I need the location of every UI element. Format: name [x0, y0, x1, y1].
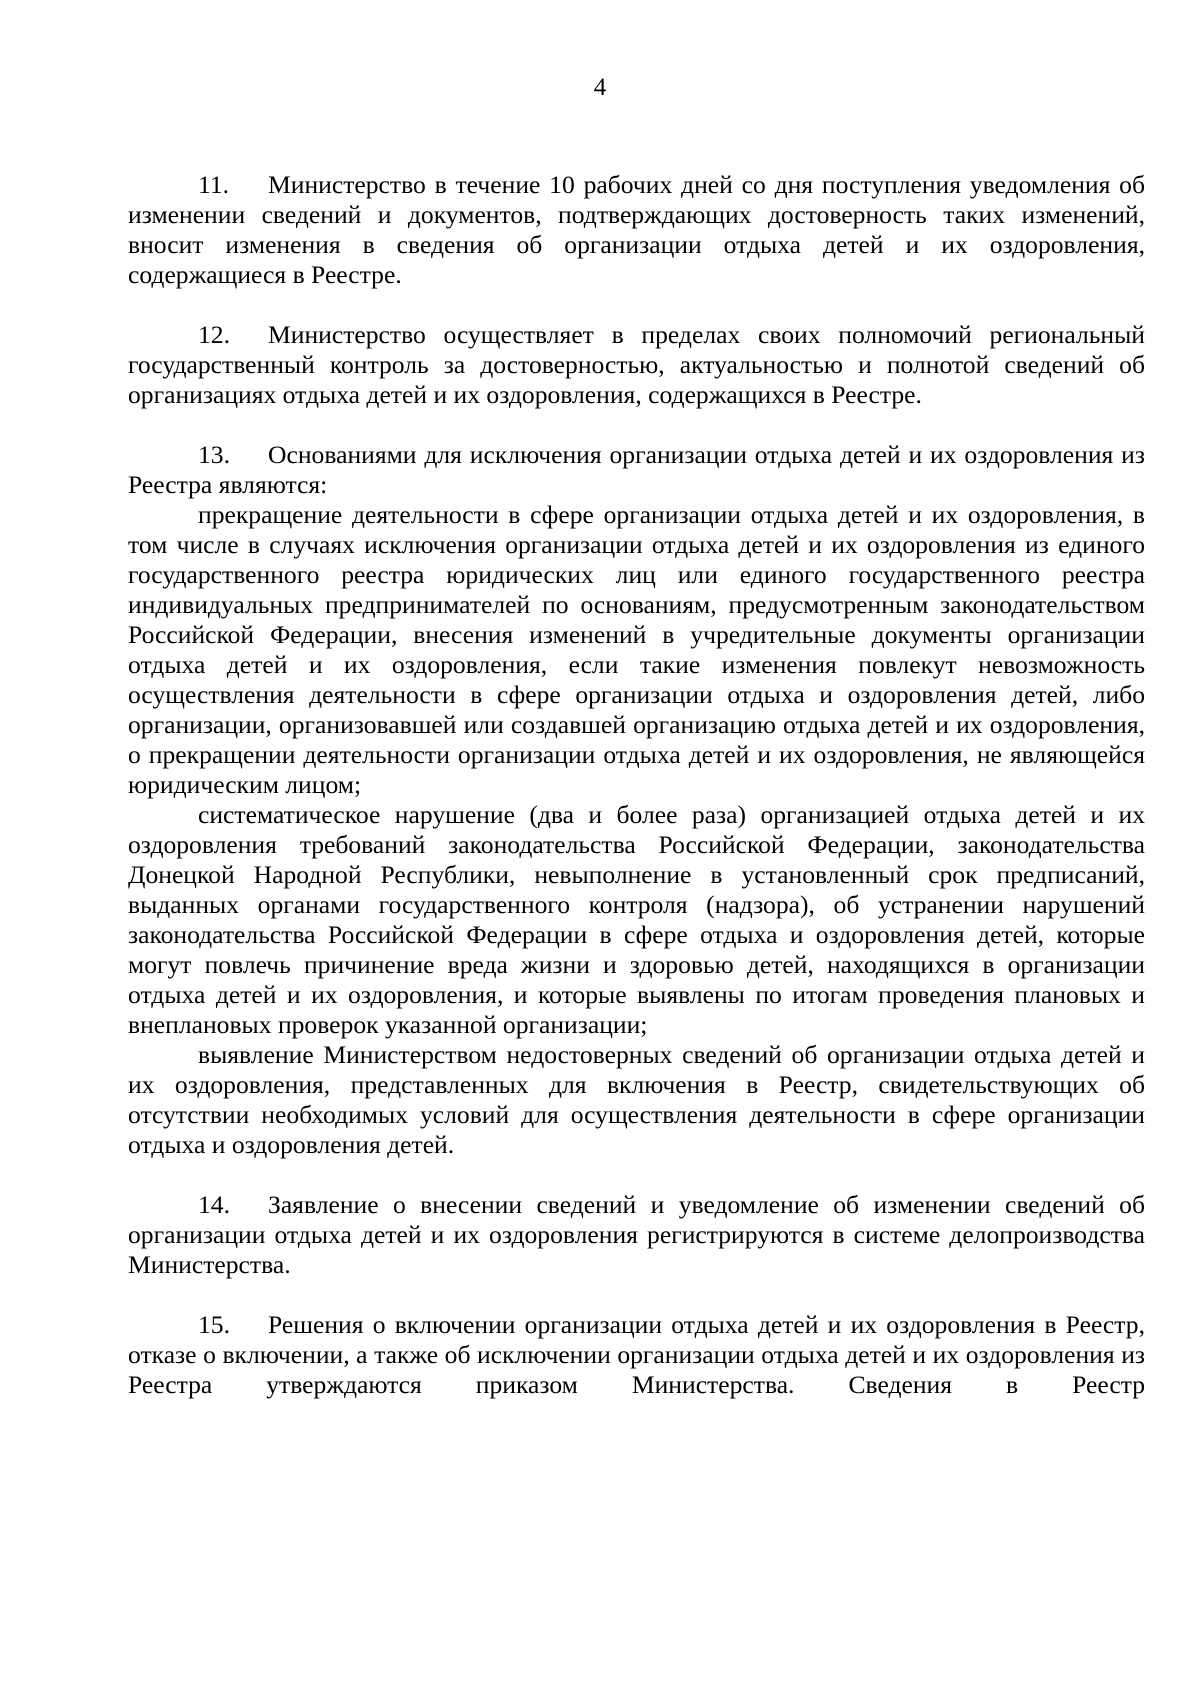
clause-number: 14.	[198, 1190, 230, 1219]
clause-body: Основаниями для исключения организации отдыха детей и их оздоровления из Реестра являются:	[128, 440, 1145, 499]
clause-body: Заявление о внесении сведений и уведомление об изменении сведений об организации отдыха детей и их оздоровления регистрируются в системе делопроизводства Министерства.	[128, 1190, 1145, 1279]
clause-11	[128, 170, 1145, 290]
clause-body: Министерство в течение 10 рабочих дней со дня поступления уведомления об изменении сведений и документов, подтверждающих достоверность таких изменений, вносит изменения в сведения об организации отдыха детей и их оздоровления, содержащиеся в Реестре.	[128, 170, 1145, 289]
clause-13	[128, 440, 1145, 1160]
clause-text	[128, 440, 1145, 500]
clause-text	[128, 320, 1145, 410]
clause-subitem: выявление Министерством недостоверных сведений об организации отдыха детей и их оздоровления, представленных для включения в Реестр, свидетельствующих об отсутствии необходимых условий для осуществления деятельности в сфере организации отдыха и оздоровления детей.	[128, 1040, 1145, 1159]
clause-text	[128, 1310, 1145, 1400]
clause-14	[128, 1190, 1145, 1280]
page-number: 4	[593, 74, 607, 101]
clause-subitem: систематическое нарушение (два и более раза) организацией отдыха детей и их оздоровления требований законодательства Российской Федерации, законодательства Донецкой Народной Республики, невыполнение в установленный срок предписаний, выданных органами государственного контроля (надзора), об устранении нарушений законодательства Российской Федерации в сфере отдыха и оздоровления детей, которые могут повлечь причинение вреда жизни и здоровью детей, находящихся в организации отдыха детей и их оздоровления, и которые выявлены по итогам проведения плановых и внеплановых проверок указанной организации;	[128, 800, 1145, 1039]
clause-body: Решения о включении организации отдыха детей и их оздоровления в Реестр, отказе о включении, а также об исключении организации отдыха детей и их оздоровления из Реестра утверждаются приказом Министерства. Сведения в Реестр	[128, 1310, 1145, 1399]
clause-text	[128, 1190, 1145, 1280]
clause-text	[128, 170, 1145, 290]
clause-number: 15.	[198, 1310, 230, 1339]
clause-15	[128, 1310, 1145, 1400]
clause-number: 11.	[198, 170, 230, 199]
clause-number: 13.	[198, 440, 230, 469]
document-body	[128, 170, 1145, 1400]
clause-12	[128, 320, 1145, 410]
clause-subitem: прекращение деятельности в сфере организации отдыха детей и их оздоровления, в том числе в случаях исключения организации отдыха детей и их оздоровления из единого государственного реестра юридических лиц или единого государственного реестра индивидуальных предпринимателей по основаниям, предусмотренным законодательством Российской Федерации, внесения изменений в учредительные документы организации отдыха детей и их оздоровления, если такие изменения повлекут невозможность осуществления деятельности в сфере организации отдыха и оздоровления детей, либо организации, организовавшей или создавшей организацию отдыха детей и их оздоровления, о прекращении деятельности организации отдыха детей и их оздоровления, не являющейся юридическим лицом;	[128, 500, 1145, 799]
clause-number: 12.	[198, 320, 230, 349]
clause-body: Министерство осуществляет в пределах своих полномочий региональный государственный контроль за достоверностью, актуальностью и полнотой сведений об организациях отдыха детей и их оздоровления, содержащихся в Реестре.	[128, 320, 1145, 409]
